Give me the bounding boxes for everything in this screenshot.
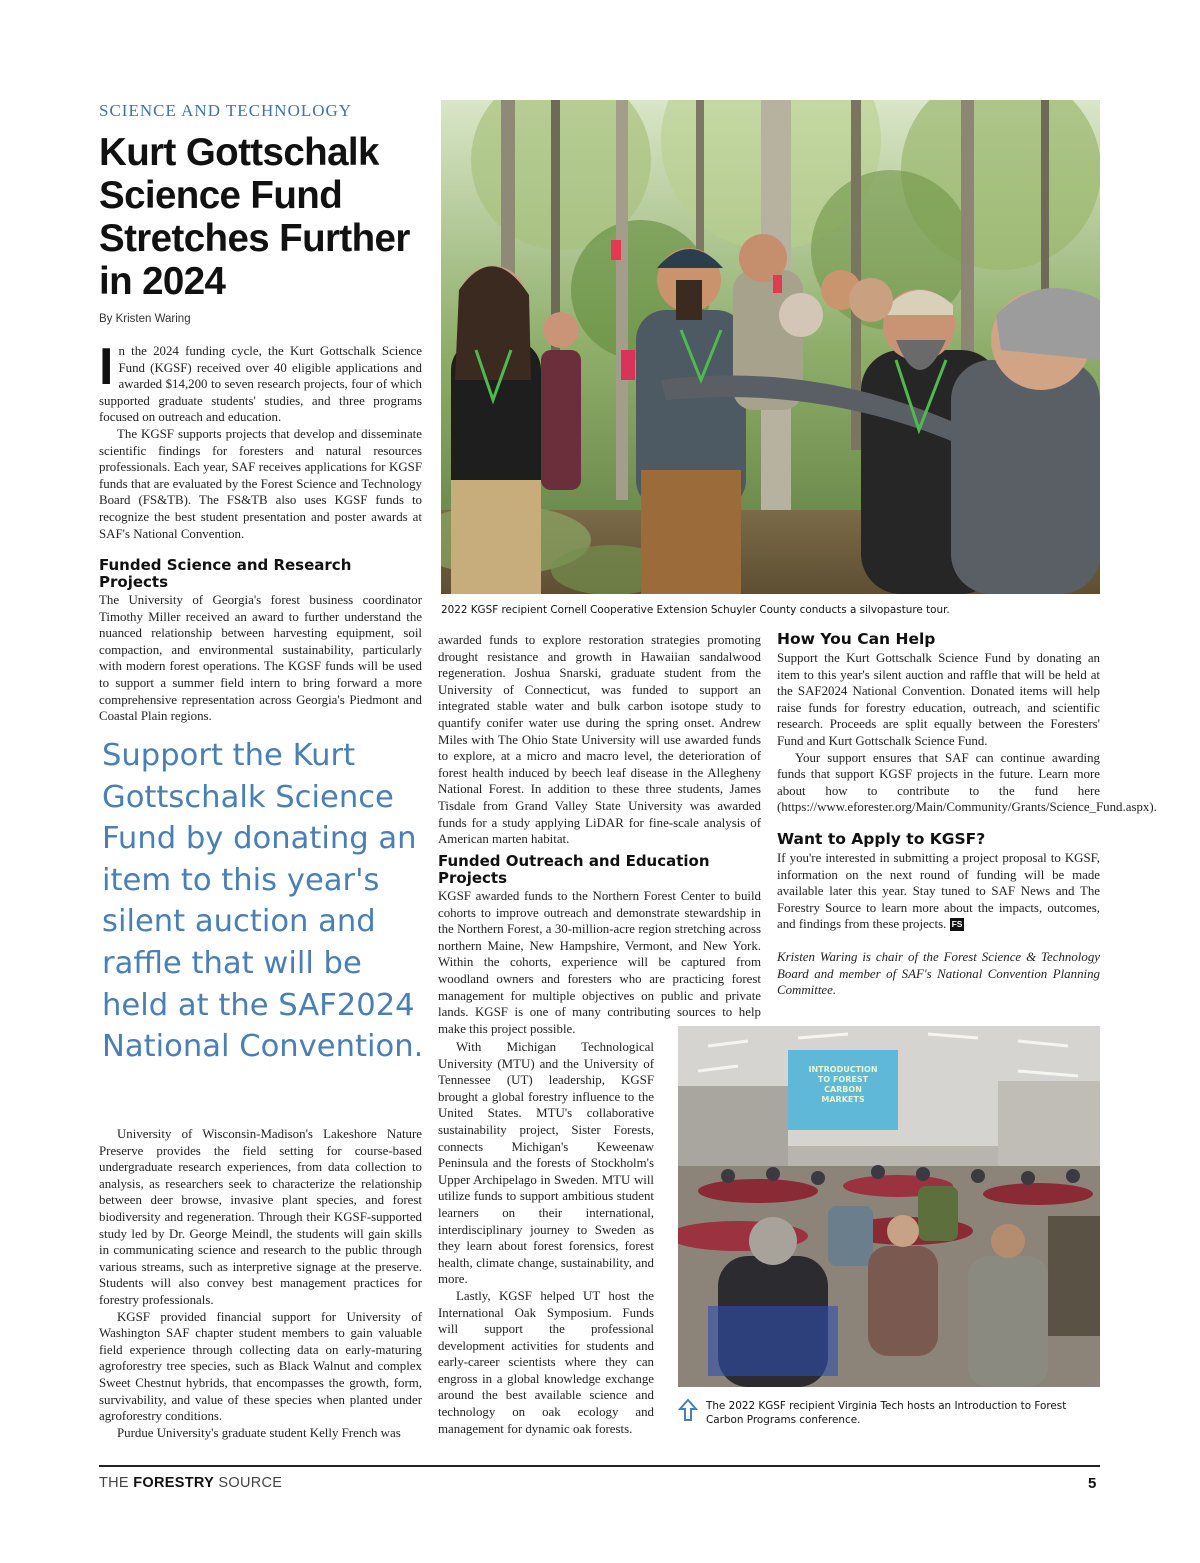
subhead-research: Funded Science and Research Projects bbox=[99, 556, 352, 591]
help-block bbox=[777, 650, 1157, 816]
publication-name: THE FORESTRY SOURCE bbox=[99, 1475, 283, 1491]
research-paragraph-1: The University of Georgia's forest business coordinator Timothy Miller received an award to further understand the nuanced relationship between harvesting equipment, soil compaction, and environmental sustainability, particularly with modern forest operations. The KGSF funds will be used to support a summer field intern to bring forward a more comprehensive representation across Georgia's Piedmont and Coastal Plain regions. bbox=[99, 593, 422, 724]
article-title: Kurt Gottschalk Science Fund Stretches Further in 2024 bbox=[99, 131, 410, 303]
help-paragraph-1: Support the Kurt Gottschalk Science Fund by donating an item to this year's silent auction and raffle that will be held at the SAF2024 National Convention. Donated items will help raise funds for forestry education, outreach, and scientific research. Proceeds are split equally between the Foresters' Fund and Kurt Gottschalk Science Fund. bbox=[777, 651, 1100, 748]
research-paragraph-2: University of Wisconsin-Madison's Lakeshore Nature Preserve provides the field setting for course-based undergraduate research experiences, from data collection to analysis, as researchers seek to characterize the relationship between deer browse, invasive plant species, and forest biodiversity and regeneration. Through their KGSF-supported study led by Dr. George Meindl, the students will gain skills in communicating science and research to the public through various streams, such as interpretive signage at the preserve. Students will also convey best management practices for forestry professionals. bbox=[99, 1127, 422, 1307]
subhead-outreach: Funded Outreach and Education Projects bbox=[438, 852, 710, 887]
research-paragraph-4: Purdue University's graduate student Kelly French was bbox=[117, 1425, 401, 1440]
help-paragraph-2: Your support ensures that SAF can continue awarding funds that support KGSF projects in the future. Learn more about how to contribute to the fund here (https://www.eforester.org/Main/Community/Grants/Science_Fund.aspx). bbox=[777, 750, 1157, 815]
bottom-photo-caption: The 2022 KGSF recipient Virginia Tech hosts an Introduction to Forest Carbon Programs conference. bbox=[706, 1400, 1067, 1426]
intro-block bbox=[99, 338, 422, 542]
outreach-paragraph-1: KGSF awarded funds to the Northern Forest Center to build cohorts to improve outreach and demonstrate stewardship in the Northern Forest, a 30-million-acre region stretching across northern Maine, New Hampshire, Vermont, and New York. Within the cohorts, experience will be captured from woodland owners and foresters who are practicing forest management for multiple objectives on public and private lands. KGSF is one of many contributing sources to help make this project possible. bbox=[438, 889, 761, 1036]
outreach-block-1 bbox=[438, 888, 761, 1037]
conference-illustration bbox=[678, 1026, 1100, 1387]
apply-block bbox=[777, 850, 1100, 933]
screen-line-2: TO FOREST bbox=[817, 1075, 869, 1084]
subhead-help: How You Can Help bbox=[777, 630, 936, 648]
outreach-paragraph-2: With Michigan Technological University (MTU) and the University of Tennessee (UT) leadership, KGSF brought a global forestry influence to the United States. MTU's collaborative sustainability project, Sister Forests, connects Michigan's Keweenaw Peninsula and the forests of Stockholm's Upper Archipelago in Sweden. MTU will utilize funds to support ambitious student learners on their international, interdisciplinary journey to Sweden as they learn about forest forensics, forest health, climate change, sustainability, and more. bbox=[438, 1040, 654, 1287]
screen-line-4: MARKETS bbox=[821, 1095, 865, 1104]
pull-quote: Support the Kurt Gottschalk Science Fund by donating an item to this year's silent auction and raffle that will be held at the SAF2024 National Convention. bbox=[102, 738, 424, 1065]
research-block-2 bbox=[99, 1126, 422, 1441]
screen-line-1: INTRODUCTION bbox=[808, 1065, 878, 1074]
bottom-photo bbox=[678, 1026, 1100, 1387]
apply-subhead-block bbox=[777, 831, 1100, 848]
help-subhead-block bbox=[777, 631, 1100, 648]
arrow-up-icon bbox=[678, 1398, 702, 1422]
subhead-apply: Want to Apply to KGSF? bbox=[777, 830, 986, 848]
apply-paragraph-1: If you're interested in submitting a project proposal to KGSF, information on the next round of funding will be made available later this year. Stay tuned to SAF News and The Forestry Source to learn more about the impacts, outcomes, and findings from these projects. FS bbox=[777, 851, 1100, 932]
research-subhead-block bbox=[99, 557, 422, 591]
middle-block-1 bbox=[438, 632, 761, 848]
research-block-1 bbox=[99, 592, 422, 725]
end-mark: FS bbox=[951, 919, 963, 930]
author-bio bbox=[777, 949, 1100, 999]
top-photo bbox=[441, 100, 1100, 594]
section-label: SCIENCE AND TECHNOLOGY bbox=[99, 101, 353, 120]
outreach-block-2 bbox=[438, 1039, 654, 1437]
forest-tour-illustration bbox=[441, 100, 1100, 594]
top-photo-caption: 2022 KGSF recipient Cornell Cooperative Extension Schuyler County conducts a silvopasture tour. bbox=[441, 604, 950, 616]
intro-paragraph-1: In the 2024 funding cycle, the Kurt Gottschalk Science Fund (KGSF) received over 40 eligible applications and awarded $14,200 to seven research projects, four of which supported graduate students' studies, and three programs focused on outreach and education. bbox=[99, 338, 422, 425]
author-bio-text: Kristen Waring is chair of the Forest Science & Technology Board and member of SAF's National Convention Planning Committee. bbox=[777, 950, 1100, 998]
byline: By Kristen Waring bbox=[99, 313, 191, 325]
outreach-paragraph-3: Lastly, KGSF helped UT host the International Oak Symposium. Funds will support the professional development activities for students and early-career scientists where they can engross in a global knowledge exchange around the best available science and technology on oak ecology and management for dynamic oak forests. bbox=[438, 1288, 654, 1436]
drop-cap: I bbox=[99, 338, 114, 396]
outreach-subhead-block bbox=[438, 853, 761, 887]
research-paragraph-3: KGSF provided financial support for University of Washington SAF chapter student members to gain valuable field experience through collecting data on early-maturing agroforestry tree species, such as Black Walnut and complex Sweet Chestnut hybrids, that encompasses the growth, form, survivability, and value of these species when planted under agroforestry conditions. bbox=[99, 1309, 422, 1424]
screen-line-3: CARBON bbox=[824, 1085, 862, 1094]
middle-paragraph-1: awarded funds to explore restoration strategies promoting drought resistance and growth in Hawaiian sandalwood regeneration. Joshua Snarski, graduate student from the University of Connecticut, was funded to support an integrated stable water and bulk carbon isotope study to quantify conifer water use during the spring onset. Andrew Miles with The Ohio State University will use awarded funds to explore, at a micro and macro level, the deterioration of forest health induced by beech leaf disease in the Allegheny National Forest. In addition to these three students, James Tisdale from Grand Valley State University was awarded funds for a study applying LiDAR for fine-scale analysis of American marten habitat. bbox=[438, 633, 761, 847]
page-number: 5 bbox=[1088, 1475, 1097, 1492]
intro-paragraph-2: The KGSF supports projects that develop and disseminate scientific findings for foresters and natural resources professionals. Each year, SAF receives applications for KGSF funds that are evaluated by the Forest Science and Technology Board (FS&TB). The FS&TB also uses KGSF funds to recognize the best student presentation and poster awards at SAF's National Convention. bbox=[99, 426, 422, 541]
footer-rule bbox=[99, 1465, 1100, 1467]
